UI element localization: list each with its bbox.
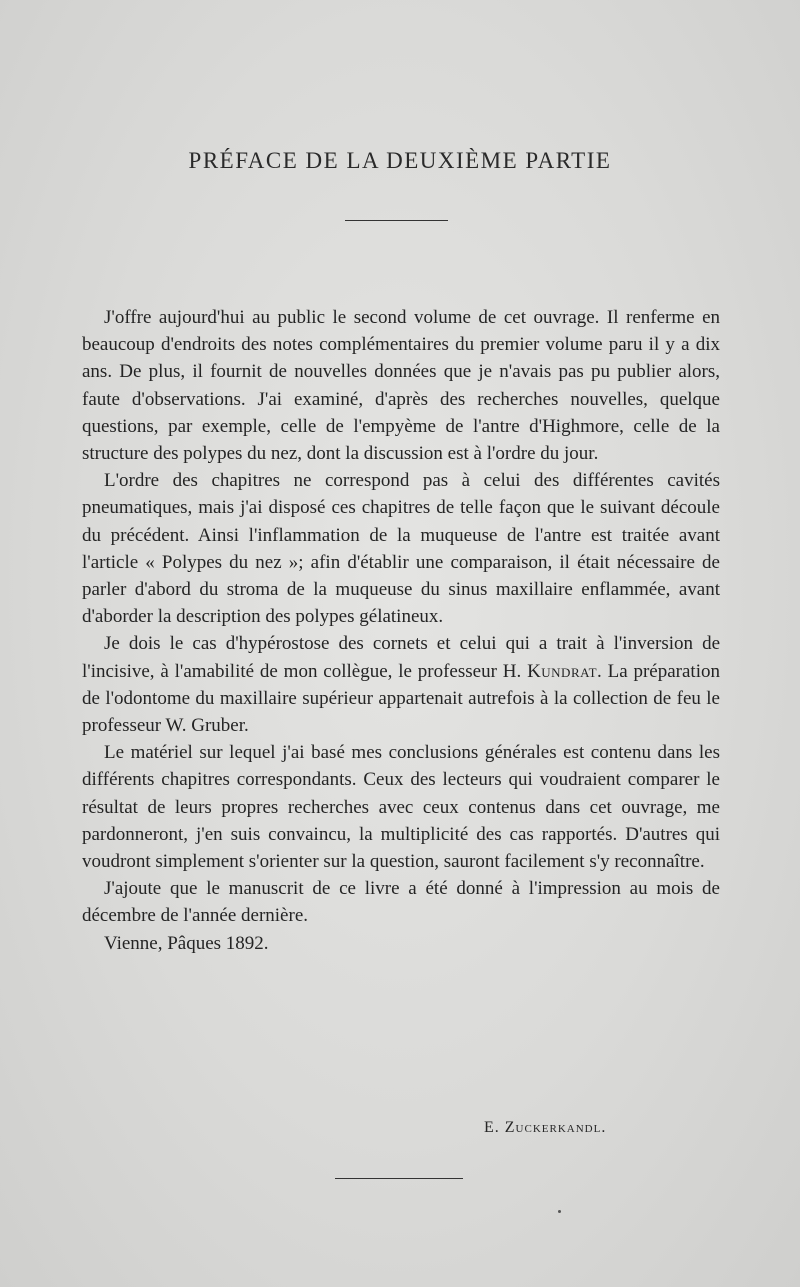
colleague-name: Kundrat <box>527 660 598 682</box>
paragraph-3-part-1: Je dois le cas d'hypérostose des cornets et celui qui a trait à l'inversion de l'incisive, à l'amabilité de mon collègue, le professeur H. <box>82 633 720 682</box>
paper-speck <box>558 1210 561 1213</box>
dateline: Vienne, Pâques 1892. <box>104 932 269 954</box>
paragraph-4: Le matériel sur lequel j'ai basé mes conclusions générales est contenu dans les différents chapitres correspondants. Ceux des lecteurs qui voudraient comparer le résultat de leurs propres recherches avec ceux contenus dans cet ouvrage, me pardonneront, j'en suis convaincu, la multiplicité des cas rapportés. D'autres qui voudront simplement s'orienter sur la question, sauront facilement s'y reconnaître. <box>82 742 720 873</box>
paragraph-1: J'offre aujourd'hui au public le second volume de cet ouvrage. Il renferme en beaucoup d'endroits des notes complémentaires du premier volume paru il y a dix ans. De plus, il fournit de nouvelles données que je n'avais pas pu publier alors, faute d'observations. J'ai examiné, d'après des recherches nouvelles, quelque questions, par exemple, celle de l'empyème de l'antre d'Highmore, celle de la structure des polypes du nez, dont la discussion est à l'ordre du jour. <box>82 307 720 465</box>
page-title: PRÉFACE DE LA DEUXIÈME PARTIE <box>188 148 612 173</box>
paragraph-2: L'ordre des chapitres ne correspond pas à celui des différentes cavités pneumatiques, mais j'ai disposé ces chapitres de telle façon que le suivant découle du précédent. Ainsi l'inflammation de la muqueuse de l'antre est traitée avant l'article « Polypes du nez »; afin d'établir une comparaison, il était nécessaire de parler d'abord du stroma de la muqueuse du sinus maxillaire enflammée, avant d'aborder la description des polypes gélatineux. <box>82 470 720 628</box>
paragraph-5: J'ajoute que le manuscrit de ce livre a été donné à l'impression au mois de décembre de l'année dernière. <box>82 878 720 927</box>
paragraph-3-part-2: . La préparation de l'odontome du maxillaire supérieur appartenait autrefois à la collection de feu le professeur W. Gruber. <box>82 660 720 737</box>
author-signature: E. Zuckerkandl. <box>484 1119 607 1136</box>
end-divider <box>335 1178 463 1179</box>
paragraph-3 <box>82 630 720 739</box>
title-divider <box>345 220 448 221</box>
preface-body <box>82 304 720 957</box>
